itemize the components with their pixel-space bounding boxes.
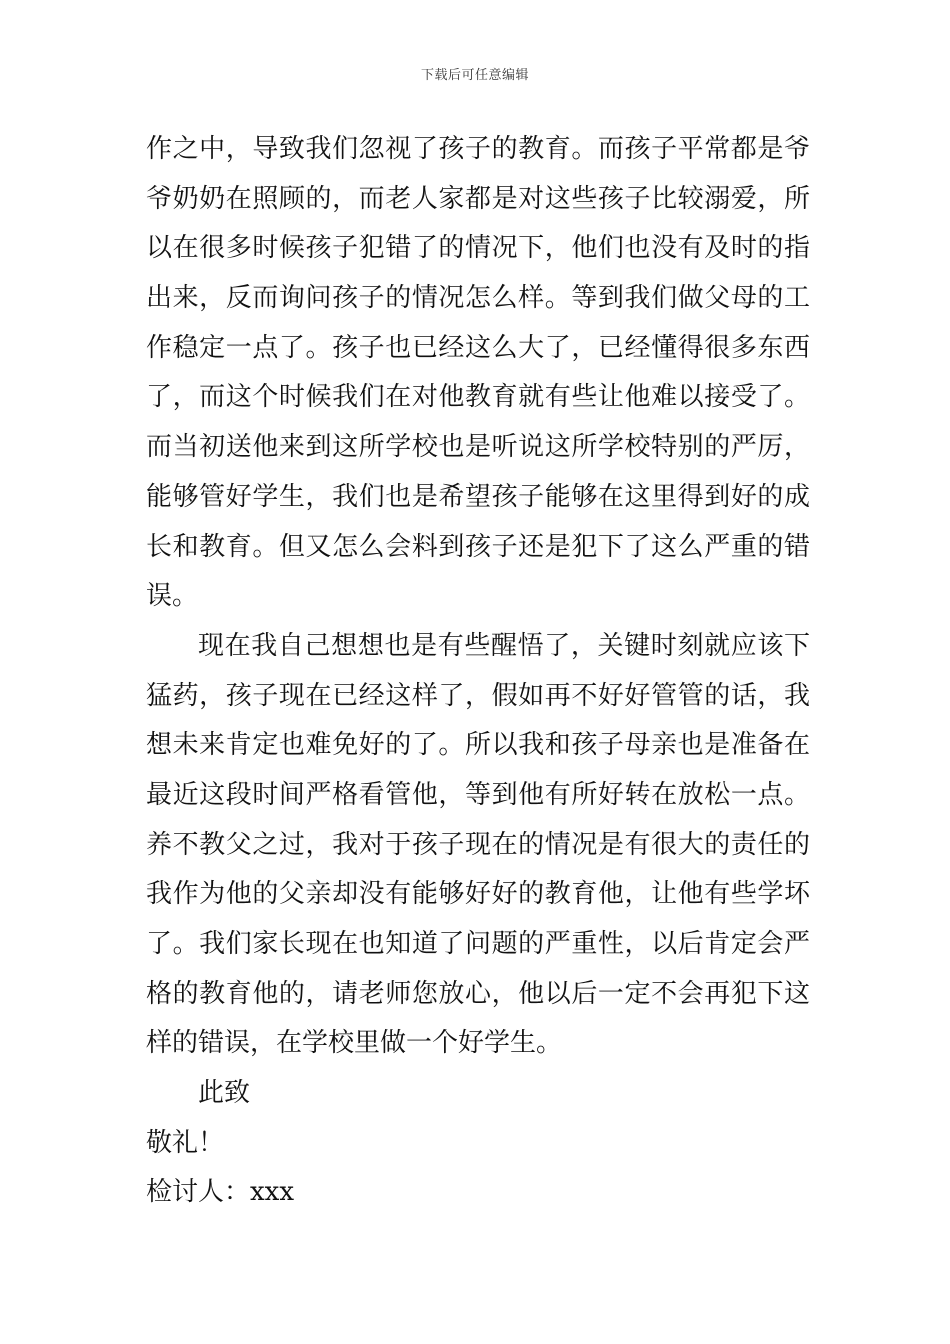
text-line: 我作为他的父亲却没有能够好好的教育他，让他有些学坏: [146, 879, 810, 910]
text-line: 格的教育他的，请老师您放心，他以后一定不会再犯下这: [146, 978, 810, 1009]
text-line: 作稳定一点了。孩子也已经这么大了，已经懂得很多东西: [146, 332, 810, 363]
text-line: 了，而这个时候我们在对他教育就有些让他难以接受了。: [146, 382, 810, 413]
text-line: 出来，反而询问孩子的情况怎么样。等到我们做父母的工: [146, 283, 810, 314]
salutation: 此致: [198, 1078, 251, 1109]
text-line: 误。: [146, 581, 199, 612]
text-line: 了。我们家长现在也知道了问题的严重性，以后肯定会严: [146, 929, 810, 959]
text-line: 猛药，孩子现在已经这样了，假如再不好好管管的话，我: [146, 680, 810, 711]
text-line: 想未来肯定也难免好的了。所以我和孩子母亲也是准备在: [146, 730, 810, 761]
paragraph-1: [146, 125, 810, 622]
text-line: 样的错误，在学校里做一个好学生。: [146, 1028, 563, 1059]
text-line: 养不教父之过，我对于孩子现在的情况是有很大的责任的: [146, 829, 810, 860]
text-line: 能够管好学生，我们也是希望孩子能够在这里得到好的成: [146, 481, 810, 512]
text-line: 作之中，导致我们忽视了孩子的教育。而孩子平常都是爷: [146, 134, 810, 164]
text-line: 最近这段时间严格看管他，等到他有所好转在放松一点。: [146, 779, 810, 810]
text-line: 现在我自己想想也是有些醒悟了，关键时刻就应该下: [198, 630, 810, 661]
letter-body: [146, 125, 810, 1218]
text-line: 长和教育。但又怎么会料到孩子还是犯下了这么严重的错: [146, 531, 810, 562]
text-line: 爷奶奶在照顾的，而老人家都是对这些孩子比较溺爱，所: [146, 183, 810, 214]
signature: 检讨人：xxx: [146, 1177, 294, 1208]
text-line: 以在很多时候孩子犯错了的情况下，他们也没有及时的指: [146, 233, 810, 264]
page-header-note: 下载后可任意编辑: [420, 68, 529, 83]
closing: [146, 1069, 810, 1218]
text-line: 而当初送他来到这所学校也是听说这所学校特别的严厉，: [146, 432, 810, 463]
paragraph-2: [146, 622, 810, 1069]
respect-line: 敬礼！: [146, 1127, 225, 1158]
